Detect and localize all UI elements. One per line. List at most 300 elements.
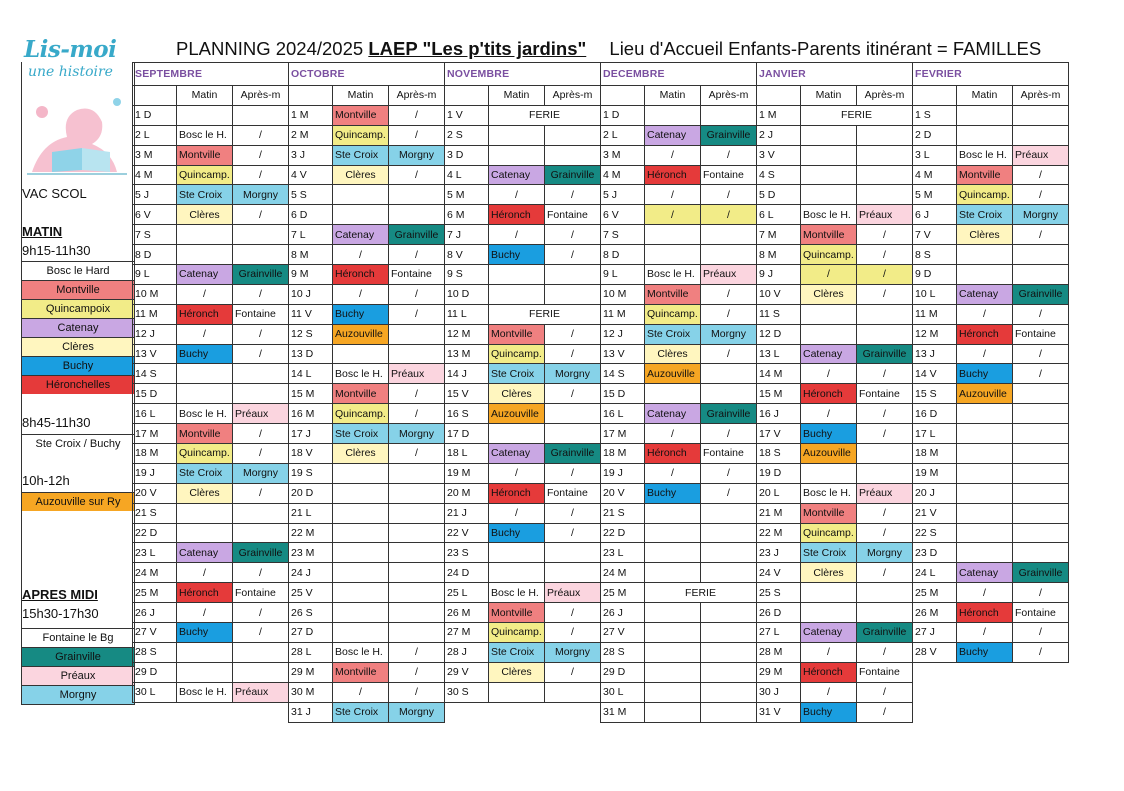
- day-col-header: [133, 86, 177, 106]
- apres-cell: /: [389, 165, 445, 185]
- matin-cell: Auzouville: [333, 324, 389, 344]
- table-row: [133, 364, 1069, 384]
- day-cell: 6 M: [445, 205, 489, 225]
- apres-cell: Morgny: [233, 185, 289, 205]
- day-cell: 30 L: [133, 682, 177, 702]
- apres-cell: [857, 603, 913, 623]
- day-cell: 19 S: [289, 463, 333, 483]
- matin-cell: Montville: [333, 662, 389, 682]
- matin-cell: Bosc le H.: [333, 642, 389, 662]
- apres-cell: Fontaine: [545, 205, 601, 225]
- apres-cell: [545, 284, 601, 304]
- day-cell: 5 M: [913, 185, 957, 205]
- matin-cell: Catenay: [489, 444, 545, 464]
- matin-cell: [957, 523, 1013, 543]
- apres-cell: [701, 623, 757, 643]
- table-row: [133, 702, 1069, 722]
- apres-cell: [233, 364, 289, 384]
- matin-cell: Ste Croix: [177, 463, 233, 483]
- matin-cell: Montville: [177, 424, 233, 444]
- matin-cell: [489, 125, 545, 145]
- day-cell: 7 S: [601, 225, 645, 245]
- day-cell: 27 J: [913, 623, 957, 643]
- matin-cell: Catenay: [645, 125, 701, 145]
- matin-cell: Héronch: [177, 583, 233, 603]
- matin-cell: /: [957, 623, 1013, 643]
- matin-cell: Catenay: [177, 265, 233, 285]
- apres-cell: /: [857, 503, 913, 523]
- matin-cell: /: [801, 404, 857, 424]
- day-cell: 11 V: [289, 304, 333, 324]
- day-cell: 25 L: [445, 583, 489, 603]
- day-cell: 20 M: [445, 483, 489, 503]
- ferie-cell: FERIE: [489, 304, 601, 324]
- apres-cell: /: [701, 205, 757, 225]
- apres-cell: [1013, 424, 1069, 444]
- matin-cell: Clères: [489, 662, 545, 682]
- apres-cell: /: [857, 364, 913, 384]
- apres-cell: Grainville: [233, 543, 289, 563]
- matin-cell: [957, 265, 1013, 285]
- matin-cell: [177, 225, 233, 245]
- day-cell: 13 M: [445, 344, 489, 364]
- day-cell: 12 J: [601, 324, 645, 344]
- apres-cell: /: [545, 662, 601, 682]
- day-cell: 28 S: [601, 642, 645, 662]
- matin-cell: Montville: [489, 603, 545, 623]
- apres-cell: /: [857, 682, 913, 702]
- matin-cell: Bosc le H.: [177, 125, 233, 145]
- apres-cell: /: [233, 483, 289, 503]
- day-cell: 3 M: [133, 145, 177, 165]
- matin-cell: Ste Croix: [489, 642, 545, 662]
- apres-cell: Grainville: [233, 265, 289, 285]
- apres-cell: Grainville: [857, 623, 913, 643]
- matin-cell: [645, 523, 701, 543]
- apres-cell: [389, 463, 445, 483]
- legend-item: Buchy: [22, 356, 134, 375]
- day-cell: 30 L: [601, 682, 645, 702]
- day-cell: 2 L: [601, 125, 645, 145]
- apres-cell: /: [233, 623, 289, 643]
- day-cell: 31 M: [601, 702, 645, 722]
- legend-item: Clères: [22, 337, 134, 356]
- table-row: [133, 265, 1069, 285]
- table-row: [133, 404, 1069, 424]
- matin-cell: [645, 245, 701, 265]
- apres-cell: [545, 563, 601, 583]
- matin-cell: Clères: [957, 225, 1013, 245]
- day-cell: 27 M: [445, 623, 489, 643]
- matin-cell: Auzouville: [801, 444, 857, 464]
- day-cell: 7 L: [289, 225, 333, 245]
- apres-cell: [701, 364, 757, 384]
- day-cell: 11 S: [757, 304, 801, 324]
- day-cell: 8 D: [601, 245, 645, 265]
- apres-cell: /: [233, 324, 289, 344]
- day-cell: 31 J: [289, 702, 333, 722]
- matin-cell: Bosc le H.: [645, 265, 701, 285]
- matin-cell: /: [957, 304, 1013, 324]
- matin-cell: Buchy: [489, 523, 545, 543]
- table-row: [133, 503, 1069, 523]
- day-cell: 23 D: [913, 543, 957, 563]
- table-row: [133, 125, 1069, 145]
- matin-cell: Héronch: [801, 384, 857, 404]
- day-cell: 27 D: [289, 623, 333, 643]
- day-cell: 12 M: [913, 324, 957, 344]
- table-row: [133, 324, 1069, 344]
- table-row: [133, 424, 1069, 444]
- day-cell: 29 D: [601, 662, 645, 682]
- apres-cell: [233, 662, 289, 682]
- title-name: LAEP "Les p'tits jardins": [368, 38, 587, 59]
- day-cell: 9 M: [289, 265, 333, 285]
- legend-item: Morgny: [22, 685, 134, 704]
- day-cell: 25 M: [133, 583, 177, 603]
- apres-cell: /: [389, 105, 445, 125]
- apres-cell: Préaux: [1013, 145, 1069, 165]
- apres-cell: [701, 603, 757, 623]
- matin-col-header: Matin: [177, 86, 233, 106]
- apres-cell: [389, 344, 445, 364]
- apres-cell: /: [857, 563, 913, 583]
- matin-cell: Quincamp.: [177, 165, 233, 185]
- matin-cell: [957, 543, 1013, 563]
- matin-cell: /: [489, 185, 545, 205]
- matin-cell: Montville: [801, 225, 857, 245]
- day-cell: 3 V: [757, 145, 801, 165]
- apres-cell: /: [233, 444, 289, 464]
- day-cell: 21 M: [757, 503, 801, 523]
- day-cell: 9 S: [445, 265, 489, 285]
- matin-cell: Bosc le H.: [333, 364, 389, 384]
- apres-cell: /: [233, 603, 289, 623]
- matin-cell: Buchy: [489, 245, 545, 265]
- matin-cell: [177, 364, 233, 384]
- matin-col-header: Matin: [645, 86, 701, 106]
- planning-table: [132, 62, 1069, 723]
- apres-cell: Préaux: [857, 205, 913, 225]
- matin-cell: Montville: [333, 105, 389, 125]
- day-cell: 22 M: [757, 523, 801, 543]
- day-cell: 12 S: [289, 324, 333, 344]
- day-cell: 24 L: [913, 563, 957, 583]
- apres-cell: [1013, 503, 1069, 523]
- apres-cell: [701, 563, 757, 583]
- apres-cell: Fontaine: [1013, 603, 1069, 623]
- table-row: [133, 662, 1069, 682]
- day-col-header: [601, 86, 645, 106]
- apres-cell: /: [857, 225, 913, 245]
- day-cell: 1 M: [757, 105, 801, 125]
- matin-cell: Clères: [333, 444, 389, 464]
- apres-cell: [389, 503, 445, 523]
- matin-cell: Catenay: [177, 543, 233, 563]
- matin-cell: Ste Croix: [333, 424, 389, 444]
- apres-cell: /: [701, 304, 757, 324]
- apres-cell: Grainville: [1013, 563, 1069, 583]
- apres-cell: /: [233, 125, 289, 145]
- day-cell: 8 S: [913, 245, 957, 265]
- matin-cell: [957, 444, 1013, 464]
- day-cell: 21 J: [445, 503, 489, 523]
- matin-cell: Catenay: [801, 623, 857, 643]
- day-cell: 7 S: [133, 225, 177, 245]
- matin-cell: Clères: [177, 205, 233, 225]
- matin-cell: Clères: [333, 165, 389, 185]
- matin-cell: Quincamp.: [957, 185, 1013, 205]
- matin-cell: [645, 682, 701, 702]
- day-cell: 26 D: [757, 603, 801, 623]
- day-cell: 22 S: [913, 523, 957, 543]
- title-sub: Lieu d'Accueil Enfants-Parents itinérant = FAMILLES: [609, 38, 1042, 59]
- apres-cell: Fontaine: [233, 304, 289, 324]
- matin-cell: [489, 563, 545, 583]
- apres-cell: /: [389, 642, 445, 662]
- time-slot-2: 8h45-11h30: [22, 415, 91, 430]
- day-cell: 30 M: [289, 682, 333, 702]
- apres-cell: /: [233, 165, 289, 185]
- apres-cell: Grainville: [545, 165, 601, 185]
- apres-cell: [389, 205, 445, 225]
- day-cell: 19 D: [757, 463, 801, 483]
- day-cell: 15 M: [757, 384, 801, 404]
- day-cell: 25 S: [757, 583, 801, 603]
- apres-cell: [545, 682, 601, 702]
- day-cell: 19 J: [133, 463, 177, 483]
- matin-cell: Quincamp.: [489, 623, 545, 643]
- matin-cell: Montville: [801, 503, 857, 523]
- vac-scol-label: VAC SCOL: [22, 186, 87, 201]
- apres-cell: Grainville: [389, 225, 445, 245]
- apres-cell: Morgny: [545, 364, 601, 384]
- matin-cell: Quincamp.: [801, 245, 857, 265]
- matin-cell: [957, 105, 1013, 125]
- matin-cell: [801, 583, 857, 603]
- matin-cell: [645, 642, 701, 662]
- apres-cell: /: [545, 503, 601, 523]
- day-cell: 2 S: [445, 125, 489, 145]
- apres-cell: [701, 225, 757, 245]
- day-cell: 14 M: [757, 364, 801, 384]
- apres-cell: /: [857, 284, 913, 304]
- matin-cell: Montville: [489, 324, 545, 344]
- matin-cell: Bosc le H.: [801, 483, 857, 503]
- apres-cell: Préaux: [233, 404, 289, 424]
- day-cell: 8 M: [289, 245, 333, 265]
- day-cell: 9 D: [913, 265, 957, 285]
- apres-cell: [857, 324, 913, 344]
- matin-cell: /: [801, 682, 857, 702]
- day-cell: 13 V: [601, 344, 645, 364]
- matin-cell: [177, 523, 233, 543]
- matin-cell: Quincamp.: [333, 404, 389, 424]
- logo-line1: Lis-moi: [24, 36, 117, 63]
- day-cell: 1 V: [445, 105, 489, 125]
- day-cell: 14 S: [601, 364, 645, 384]
- day-cell: 17 D: [445, 424, 489, 444]
- matin-cell: Clères: [801, 563, 857, 583]
- matin-cell: [801, 603, 857, 623]
- day-cell: 11 L: [445, 304, 489, 324]
- apres-cell: /: [389, 682, 445, 702]
- matin-cell: Catenay: [333, 225, 389, 245]
- table-row: [133, 543, 1069, 563]
- day-cell: 16 S: [445, 404, 489, 424]
- day-cell: 22 D: [133, 523, 177, 543]
- day-cell: 3 L: [913, 145, 957, 165]
- day-cell: 19 J: [601, 463, 645, 483]
- apres-cell: /: [857, 702, 913, 722]
- matin-cell: [177, 245, 233, 265]
- table-row: [133, 185, 1069, 205]
- table-row: [133, 682, 1069, 702]
- day-cell: 19 M: [445, 463, 489, 483]
- day-cell: 4 S: [757, 165, 801, 185]
- day-cell: 4 M: [133, 165, 177, 185]
- matin-cell: Ste Croix: [333, 702, 389, 722]
- apres-cell: Préaux: [545, 583, 601, 603]
- day-cell: 11 M: [133, 304, 177, 324]
- month-header: JANVIER: [757, 63, 913, 86]
- day-cell: 22 D: [601, 523, 645, 543]
- matin-cell: /: [957, 344, 1013, 364]
- day-cell: 11 M: [601, 304, 645, 324]
- day-cell: 16 D: [913, 404, 957, 424]
- day-cell: 28 M: [757, 642, 801, 662]
- day-cell: 23 S: [445, 543, 489, 563]
- matin-cell: Héronch: [489, 483, 545, 503]
- apres-cell: /: [701, 463, 757, 483]
- matin-cell: Quincamp.: [801, 523, 857, 543]
- day-cell: 25 V: [289, 583, 333, 603]
- matin-cell: Héronch: [489, 205, 545, 225]
- day-cell: 1 S: [913, 105, 957, 125]
- apres-cell: /: [1013, 364, 1069, 384]
- matin-cell: [645, 503, 701, 523]
- table-row: [133, 205, 1069, 225]
- day-cell: 8 V: [445, 245, 489, 265]
- matin-cell: Montville: [177, 145, 233, 165]
- day-cell: 5 J: [601, 185, 645, 205]
- table-row: [133, 444, 1069, 464]
- day-cell: 7 V: [913, 225, 957, 245]
- table-row: [133, 304, 1069, 324]
- apres-cell: Grainville: [857, 344, 913, 364]
- matin-cell: Catenay: [645, 404, 701, 424]
- ferie-cell: FERIE: [645, 583, 757, 603]
- legend-item: Montville: [22, 280, 134, 299]
- day-cell: 8 M: [757, 245, 801, 265]
- day-cell: 6 V: [133, 205, 177, 225]
- legend-item: Auzouville sur Ry: [22, 492, 134, 511]
- matin-cell: [333, 523, 389, 543]
- apres-cell: [389, 563, 445, 583]
- day-cell: 26 S: [289, 603, 333, 623]
- day-cell: 24 M: [133, 563, 177, 583]
- table-row: [133, 483, 1069, 503]
- apres-cell: Fontaine: [857, 384, 913, 404]
- day-cell: 21 S: [601, 503, 645, 523]
- matin-cell: [333, 563, 389, 583]
- apres-cell: [545, 404, 601, 424]
- matin-cell: Héronch: [333, 265, 389, 285]
- apres-cell: [701, 662, 757, 682]
- matin-cell: [801, 463, 857, 483]
- matin-cell: [645, 662, 701, 682]
- day-cell: 10 L: [913, 284, 957, 304]
- day-cell: 16 M: [289, 404, 333, 424]
- matin-cell: Ste Croix: [489, 364, 545, 384]
- apres-cell: /: [233, 563, 289, 583]
- day-cell: 15 M: [289, 384, 333, 404]
- apres-cell: Morgny: [1013, 205, 1069, 225]
- apres-cell: /: [233, 424, 289, 444]
- matin-cell: Buchy: [957, 642, 1013, 662]
- matin-cell: Catenay: [957, 563, 1013, 583]
- day-cell: 2 J: [757, 125, 801, 145]
- day-cell: 24 J: [289, 563, 333, 583]
- day-cell: 5 D: [757, 185, 801, 205]
- apres-cell: [701, 543, 757, 563]
- day-cell: 29 M: [757, 662, 801, 682]
- apres-cell: /: [701, 284, 757, 304]
- day-cell: 24 D: [445, 563, 489, 583]
- month-header: NOVEMBRE: [445, 63, 601, 86]
- day-cell: 15 D: [601, 384, 645, 404]
- day-cell: 3 D: [445, 145, 489, 165]
- matin-cell: /: [645, 205, 701, 225]
- day-cell: 16 L: [133, 404, 177, 424]
- matin-cell: Héronch: [645, 444, 701, 464]
- apres-cell: [1013, 384, 1069, 404]
- matin-cell: [957, 404, 1013, 424]
- matin-cell: [801, 304, 857, 324]
- apres-cell: [1013, 245, 1069, 265]
- day-cell: 27 L: [757, 623, 801, 643]
- matin-cell: Clères: [801, 284, 857, 304]
- matin-cell: /: [489, 463, 545, 483]
- matin-cell: [645, 702, 701, 722]
- day-cell: 15 D: [133, 384, 177, 404]
- apres-cell: [1013, 125, 1069, 145]
- matin-cell: [177, 503, 233, 523]
- apres-cell: /: [545, 463, 601, 483]
- matin-cell: Buchy: [957, 364, 1013, 384]
- day-cell: 1 D: [601, 105, 645, 125]
- table-row: [133, 344, 1069, 364]
- matin-cell: Buchy: [801, 424, 857, 444]
- matin-cell: Buchy: [177, 623, 233, 643]
- apres-cell: /: [389, 662, 445, 682]
- day-cell: 10 M: [133, 284, 177, 304]
- day-cell: 14 J: [445, 364, 489, 384]
- month-header: DECEMBRE: [601, 63, 757, 86]
- apres-cell: [701, 245, 757, 265]
- matin-cell: [645, 563, 701, 583]
- matin-cell: Héronch: [177, 304, 233, 324]
- day-cell: 12 J: [133, 324, 177, 344]
- apres-cell: [389, 603, 445, 623]
- matin-col-header: Matin: [957, 86, 1013, 106]
- day-cell: 2 M: [289, 125, 333, 145]
- matin-cell: Montville: [957, 165, 1013, 185]
- matin-cell: [333, 623, 389, 643]
- matin-time: 9h15-11h30: [22, 243, 91, 258]
- matin-cell: Buchy: [177, 344, 233, 364]
- day-cell: 26 J: [601, 603, 645, 623]
